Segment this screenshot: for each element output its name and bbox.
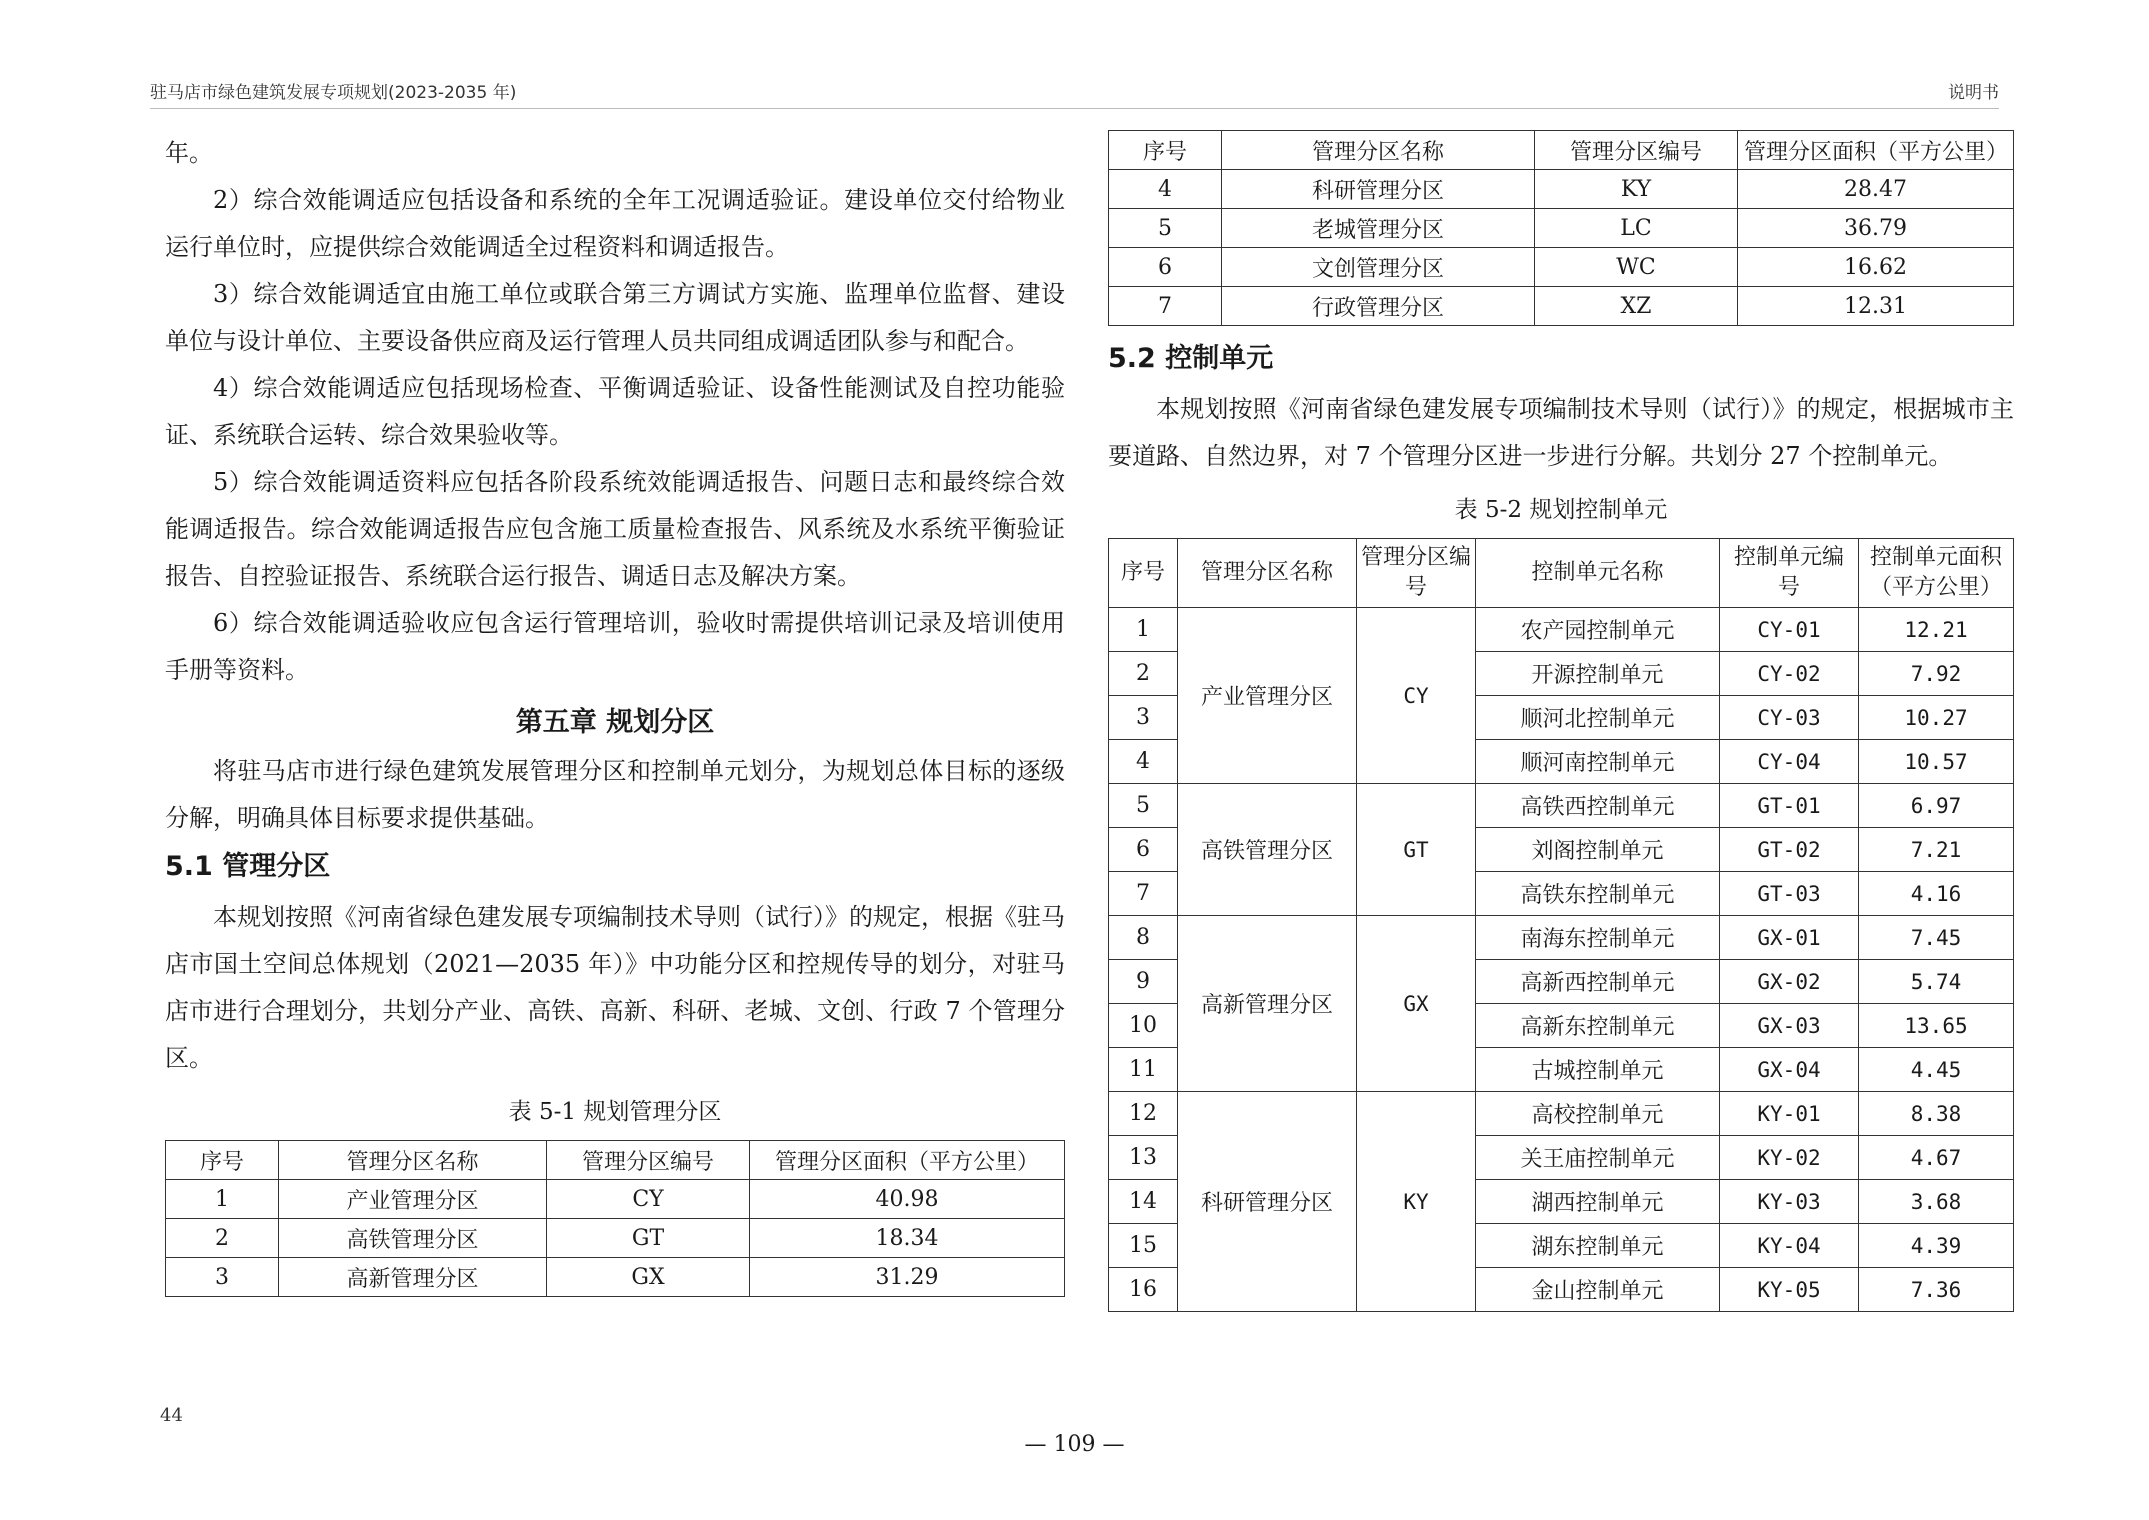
right-page-column (1108, 130, 2014, 1312)
left-page-column (165, 130, 1065, 1297)
row-index-cell: 1 (1109, 608, 1178, 652)
unit-area-cell: 7.21 (1859, 828, 2014, 872)
row-index-cell: 7 (1109, 872, 1178, 916)
unit-code-cell: CY-01 (1720, 608, 1859, 652)
header-cell: 管理分区面积（平方公里） (1738, 131, 2014, 170)
unit-code-cell: CY-04 (1720, 740, 1859, 784)
unit-area-cell: 13.65 (1859, 1004, 2014, 1048)
table-cell: 36.79 (1738, 209, 2014, 248)
zone-code-cell: GT (1357, 784, 1476, 916)
table-cell: 16.62 (1738, 248, 2014, 287)
unit-code-cell: CY-03 (1720, 696, 1859, 740)
table-5-1-part1 (165, 1140, 1065, 1297)
table-cell: 31.29 (750, 1258, 1065, 1297)
unit-name-cell: 高铁西控制单元 (1476, 784, 1720, 828)
paragraph: 本规划按照《河南省绿色建发展专项编制技术导则（试行）》的规定，根据城市主要道路、自然边界，对 7 个管理分区进一步进行分解。共划分 27 个控制单元。 (1108, 395, 2014, 470)
running-header-title: 驻马店市绿色建筑发展专项规划(2023-2035 年) (150, 83, 517, 103)
page-number-left: 44 (160, 1405, 183, 1426)
table-row (1109, 287, 2014, 326)
table-row (166, 1258, 1065, 1297)
unit-area-cell: 4.39 (1859, 1224, 2014, 1268)
header-cell: 控制单元面积（平方公里） (1859, 539, 2014, 608)
unit-name-cell: 关王庙控制单元 (1476, 1136, 1720, 1180)
unit-code-cell: GX-01 (1720, 916, 1859, 960)
unit-code-cell: KY-05 (1720, 1268, 1859, 1312)
table-row (1109, 784, 2014, 828)
zone-name-cell: 产业管理分区 (1178, 608, 1357, 784)
unit-code-cell: KY-03 (1720, 1180, 1859, 1224)
header-divider (150, 108, 1999, 109)
header-cell: 管理分区名称 (279, 1141, 547, 1180)
table-header-row (1109, 131, 2014, 170)
unit-name-cell: 高校控制单元 (1476, 1092, 1720, 1136)
unit-area-cell: 7.45 (1859, 916, 2014, 960)
unit-code-cell: KY-01 (1720, 1092, 1859, 1136)
table-row (166, 1180, 1065, 1219)
unit-code-cell: GT-03 (1720, 872, 1859, 916)
unit-name-cell: 高新东控制单元 (1476, 1004, 1720, 1048)
paragraph: 6）综合效能调适验收应包含运行管理培训，验收时需提供培训记录及培训使用手册等资料。 (165, 609, 1065, 684)
table-cell: 产业管理分区 (279, 1180, 547, 1219)
unit-name-cell: 高铁东控制单元 (1476, 872, 1720, 916)
unit-code-cell: KY-04 (1720, 1224, 1859, 1268)
row-index-cell: 11 (1109, 1048, 1178, 1092)
page-number-center: — 109 — (1024, 1432, 1125, 1457)
table-row (1109, 209, 2014, 248)
table-cell: 高新管理分区 (279, 1258, 547, 1297)
unit-area-cell: 6.97 (1859, 784, 2014, 828)
row-index-cell: 15 (1109, 1224, 1178, 1268)
row-index-cell: 4 (1109, 740, 1178, 784)
unit-name-cell: 农产园控制单元 (1476, 608, 1720, 652)
unit-name-cell: 顺河南控制单元 (1476, 740, 1720, 784)
zone-code-cell: GX (1357, 916, 1476, 1092)
table-cell: GT (547, 1219, 750, 1258)
table-cell: 6 (1109, 248, 1222, 287)
row-index-cell: 8 (1109, 916, 1178, 960)
header-cell: 控制单元编号 (1720, 539, 1859, 608)
unit-name-cell: 金山控制单元 (1476, 1268, 1720, 1312)
unit-area-cell: 4.16 (1859, 872, 2014, 916)
table-cell: 2 (166, 1219, 279, 1258)
table-cell: 5 (1109, 209, 1222, 248)
table-cell: 3 (166, 1258, 279, 1297)
table-5-2 (1108, 538, 2014, 1312)
unit-area-cell: 4.45 (1859, 1048, 2014, 1092)
table-row (1109, 608, 2014, 652)
zone-name-cell: 高新管理分区 (1178, 916, 1357, 1092)
table-cell: 高铁管理分区 (279, 1219, 547, 1258)
paragraph: 将驻马店市进行绿色建筑发展管理分区和控制单元划分，为规划总体目标的逐级分解，明确具体目标要求提供基础。 (165, 757, 1065, 832)
table-row (1109, 170, 2014, 209)
table-cell: 行政管理分区 (1222, 287, 1535, 326)
table-cell: 28.47 (1738, 170, 2014, 209)
row-index-cell: 16 (1109, 1268, 1178, 1312)
row-index-cell: 5 (1109, 784, 1178, 828)
table-cell: WC (1535, 248, 1738, 287)
unit-name-cell: 高新西控制单元 (1476, 960, 1720, 1004)
table-cell: 4 (1109, 170, 1222, 209)
table-cell: 12.31 (1738, 287, 2014, 326)
unit-area-cell: 8.38 (1859, 1092, 2014, 1136)
row-index-cell: 10 (1109, 1004, 1178, 1048)
zone-name-cell: 科研管理分区 (1178, 1092, 1357, 1312)
row-index-cell: 6 (1109, 828, 1178, 872)
header-cell: 管理分区编号 (1535, 131, 1738, 170)
table-cell: 7 (1109, 287, 1222, 326)
paragraph: 4）综合效能调适应包括现场检查、平衡调适验证、设备性能测试及自控功能验证、系统联合运转、综合效果验收等。 (165, 374, 1065, 449)
header-cell: 管理分区名称 (1222, 131, 1535, 170)
unit-code-cell: KY-02 (1720, 1136, 1859, 1180)
section-heading: 5.2 控制单元 (1108, 343, 1274, 374)
table-row (1109, 916, 2014, 960)
paragraph: 2）综合效能调适应包括设备和系统的全年工况调适验证。建设单位交付给物业运行单位时，应提供综合效能调适全过程资料和调适报告。 (165, 186, 1065, 261)
unit-name-cell: 顺河北控制单元 (1476, 696, 1720, 740)
unit-name-cell: 南海东控制单元 (1476, 916, 1720, 960)
header-cell: 控制单元名称 (1476, 539, 1720, 608)
table-row (166, 1219, 1065, 1258)
header-cell: 管理分区编号 (547, 1141, 750, 1180)
unit-name-cell: 古城控制单元 (1476, 1048, 1720, 1092)
section-heading: 5.1 管理分区 (165, 851, 331, 882)
table-cell: 科研管理分区 (1222, 170, 1535, 209)
chapter-heading: 第五章 规划分区 (515, 707, 715, 738)
unit-code-cell: GX-03 (1720, 1004, 1859, 1048)
paragraph: 本规划按照《河南省绿色建发展专项编制技术导则（试行）》的规定，根据《驻马店市国土空间总体规划（2021—2035 年）》中功能分区和控规传导的划分，对驻马店市进行合理划分，共划分产业、高铁、高新、科研、老城、文创、行政 7 个管理分区。 (165, 903, 1065, 1072)
unit-area-cell: 3.68 (1859, 1180, 2014, 1224)
zone-code-cell: CY (1357, 608, 1476, 784)
unit-area-cell: 7.36 (1859, 1268, 2014, 1312)
paragraph: 5）综合效能调适资料应包括各阶段系统效能调适报告、问题日志和最终综合效能调适报告。综合效能调适报告应包含施工质量检查报告、风系统及水系统平衡验证报告、自控验证报告、系统联合运行报告、调适日志及解决方案。 (165, 468, 1065, 590)
unit-code-cell: GX-02 (1720, 960, 1859, 1004)
unit-area-cell: 10.57 (1859, 740, 2014, 784)
unit-code-cell: GX-04 (1720, 1048, 1859, 1092)
table-header-row (166, 1141, 1065, 1180)
zone-code-cell: KY (1357, 1092, 1476, 1312)
table-cell: 18.34 (750, 1219, 1065, 1258)
row-index-cell: 12 (1109, 1092, 1178, 1136)
unit-name-cell: 湖西控制单元 (1476, 1180, 1720, 1224)
header-cell: 管理分区编号 (1357, 539, 1476, 608)
row-index-cell: 2 (1109, 652, 1178, 696)
table-cell: 文创管理分区 (1222, 248, 1535, 287)
zone-name-cell: 高铁管理分区 (1178, 784, 1357, 916)
header-cell: 序号 (1109, 539, 1178, 608)
row-index-cell: 13 (1109, 1136, 1178, 1180)
table-row (1109, 248, 2014, 287)
unit-code-cell: GT-01 (1720, 784, 1859, 828)
table-cell: 1 (166, 1180, 279, 1219)
running-header-doctype: 说明书 (1948, 83, 1999, 103)
unit-name-cell: 湖东控制单元 (1476, 1224, 1720, 1268)
table-5-1-part2 (1108, 130, 2014, 326)
paragraph: 年。 (165, 139, 213, 167)
unit-code-cell: CY-02 (1720, 652, 1859, 696)
table-cell: XZ (1535, 287, 1738, 326)
unit-code-cell: GT-02 (1720, 828, 1859, 872)
table-cell: 老城管理分区 (1222, 209, 1535, 248)
unit-area-cell: 10.27 (1859, 696, 2014, 740)
unit-area-cell: 12.21 (1859, 608, 2014, 652)
table-cell: LC (1535, 209, 1738, 248)
table-row (1109, 1092, 2014, 1136)
header-cell: 管理分区面积（平方公里） (750, 1141, 1065, 1180)
header-cell: 管理分区名称 (1178, 539, 1357, 608)
table-cell: KY (1535, 170, 1738, 209)
row-index-cell: 9 (1109, 960, 1178, 1004)
table-cell: CY (547, 1180, 750, 1219)
header-cell: 序号 (166, 1141, 279, 1180)
table-caption: 表 5-1 规划管理分区 (508, 1099, 722, 1125)
table-cell: 40.98 (750, 1180, 1065, 1219)
paragraph: 3）综合效能调适宜由施工单位或联合第三方调试方实施、监理单位监督、建设单位与设计单位、主要设备供应商及运行管理人员共同组成调适团队参与和配合。 (165, 280, 1065, 355)
unit-area-cell: 4.67 (1859, 1136, 2014, 1180)
table-cell: GX (547, 1258, 750, 1297)
header-cell: 序号 (1109, 131, 1222, 170)
unit-name-cell: 刘阁控制单元 (1476, 828, 1720, 872)
table-header-row (1109, 539, 2014, 608)
unit-area-cell: 5.74 (1859, 960, 2014, 1004)
unit-name-cell: 开源控制单元 (1476, 652, 1720, 696)
unit-area-cell: 7.92 (1859, 652, 2014, 696)
row-index-cell: 14 (1109, 1180, 1178, 1224)
row-index-cell: 3 (1109, 696, 1178, 740)
table-caption: 表 5-2 规划控制单元 (1454, 497, 1668, 523)
